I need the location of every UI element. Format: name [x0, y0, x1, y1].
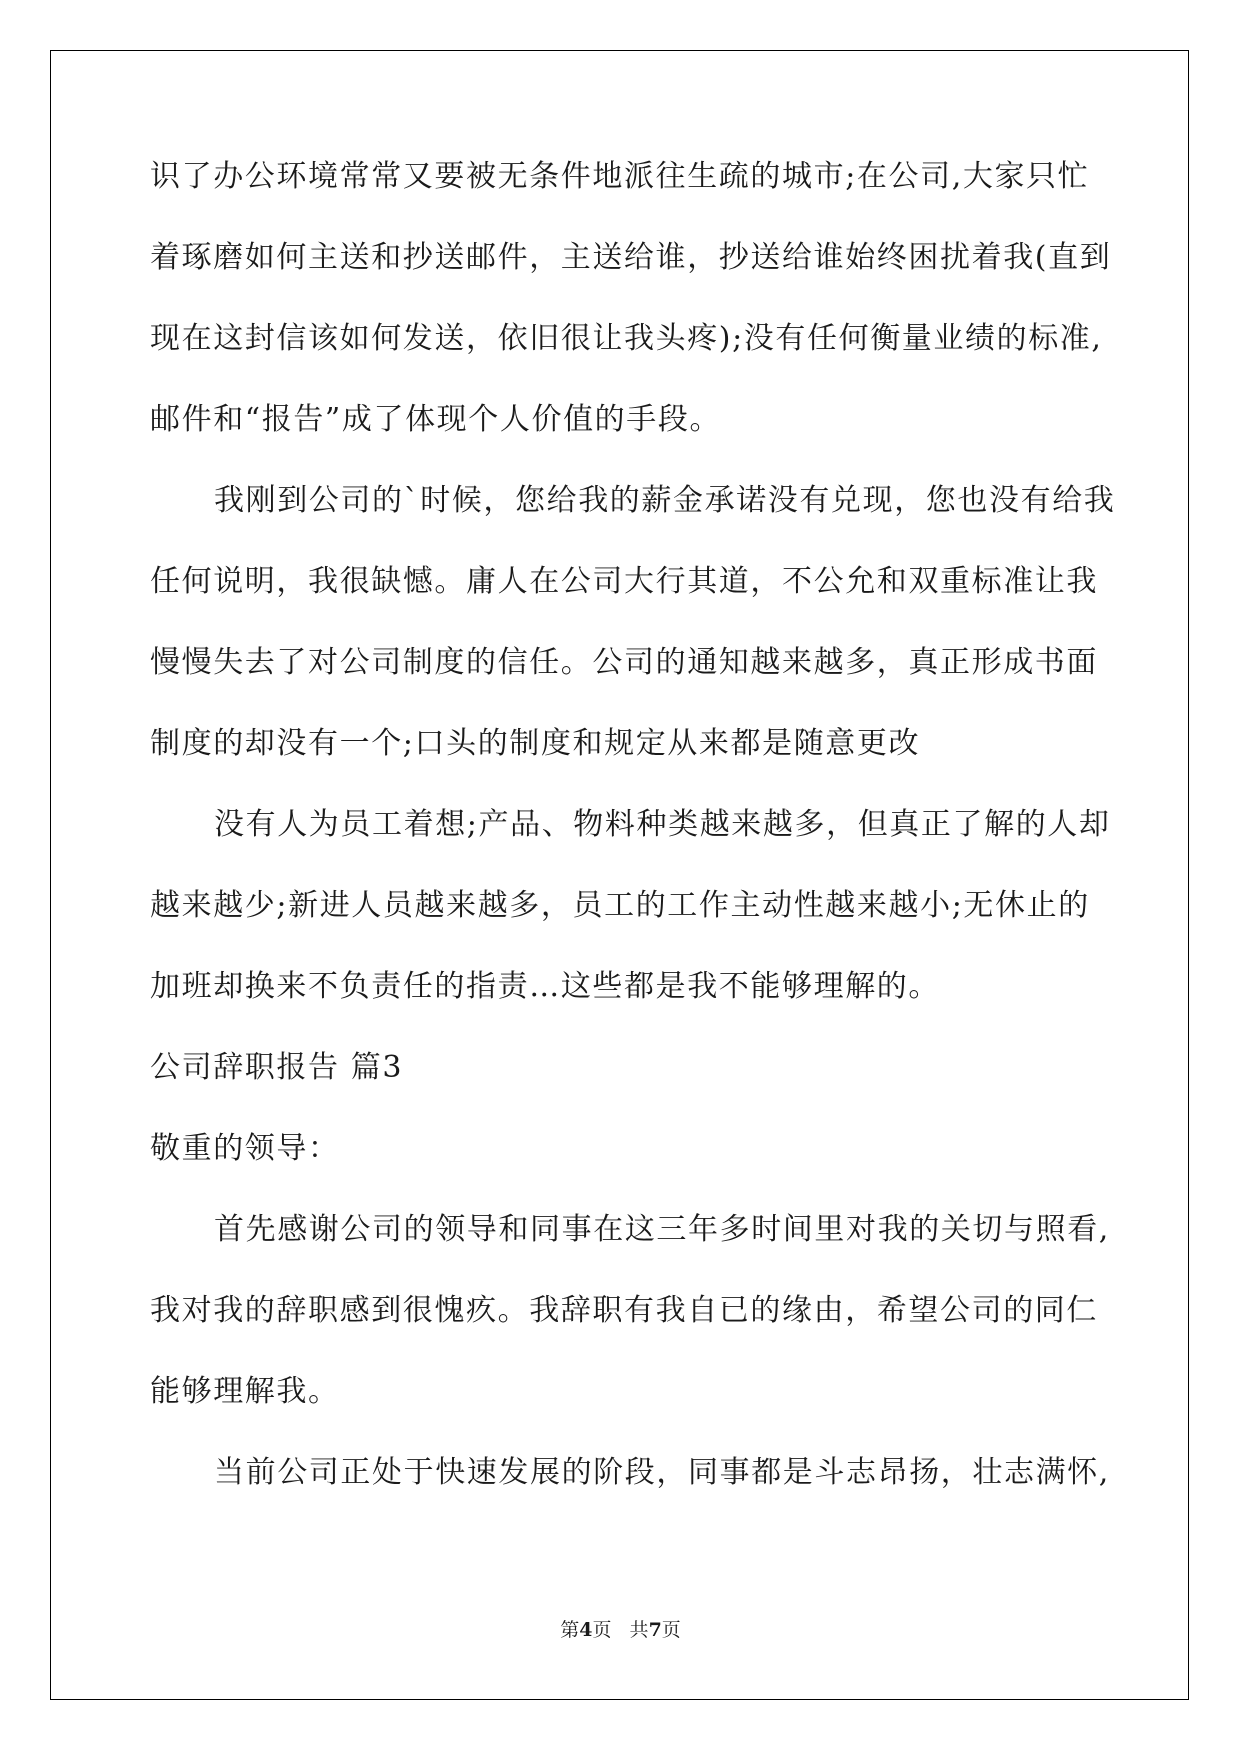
text-line: 越来越少;新进人员越来越多，员工的工作主动性越来越小;无休止的	[150, 888, 1090, 923]
text-line: 加班却换来不负责任的指责…这些都是我不能够理解的。	[150, 969, 940, 1004]
heading-line: 公司辞职报告 篇3	[150, 1050, 404, 1085]
text-line: 没有人为员工着想;产品、物料种类越来越多，但真正了解的人却	[214, 807, 1111, 842]
text-line: 我对我的辞职感到很愧疚。我辞职有我自已的缘由，希望公司的同仁	[150, 1293, 1098, 1328]
paragraph-1	[150, 157, 1112, 440]
paragraph-2	[150, 481, 1116, 764]
page-footer	[0, 1618, 1241, 1642]
text-line: 敬重的领导：	[150, 1131, 340, 1166]
text-line: 识了办公环境常常又要被无条件地派往生疏的城市;在公司,大家只忙	[150, 159, 1090, 194]
text-line: 制度的却没有一个;口头的制度和规定从来都是随意更改	[150, 726, 921, 761]
footer-suffix: 页	[661, 1619, 681, 1641]
text-line: 首先感谢公司的领导和同事在这三年多时间里对我的关切与照看,	[214, 1212, 1110, 1247]
text-line: 当前公司正处于快速发展的阶段，同事都是斗志昂扬，壮志满怀,	[214, 1455, 1110, 1490]
text-line: 我刚到公司的`时候，您给我的薪金承诺没有兑现，您也没有给我	[214, 483, 1116, 518]
paragraph-7	[150, 1453, 1110, 1493]
paragraph-6	[150, 1210, 1110, 1412]
document-body	[150, 157, 1116, 1493]
footer-middle: 页 共	[592, 1619, 649, 1641]
text-line: 能够理解我。	[150, 1374, 340, 1409]
paragraph-3	[150, 805, 1111, 1007]
text-line: 邮件和“报告”成了体现个人价值的手段。	[150, 402, 722, 437]
footer-prefix: 第	[560, 1619, 580, 1641]
text-line: 慢慢失去了对公司制度的信任。公司的通知越来越多，真正形成书面	[150, 645, 1098, 680]
text-line: 任何说明，我很缺憾。庸人在公司大行其道，不公允和双重标准让我	[150, 564, 1098, 599]
text-line: 现在这封信该如何发送，依旧很让我头疼);没有任何衡量业绩的标准,	[150, 321, 1103, 356]
text-line: 着琢磨如何主送和抄送邮件，主送给谁，抄送给谁始终困扰着我(直到	[150, 240, 1112, 275]
salutation	[150, 1129, 1090, 1169]
section-heading	[150, 1048, 1090, 1088]
current-page-number: 4	[579, 1619, 593, 1641]
total-pages-number: 7	[648, 1619, 662, 1641]
